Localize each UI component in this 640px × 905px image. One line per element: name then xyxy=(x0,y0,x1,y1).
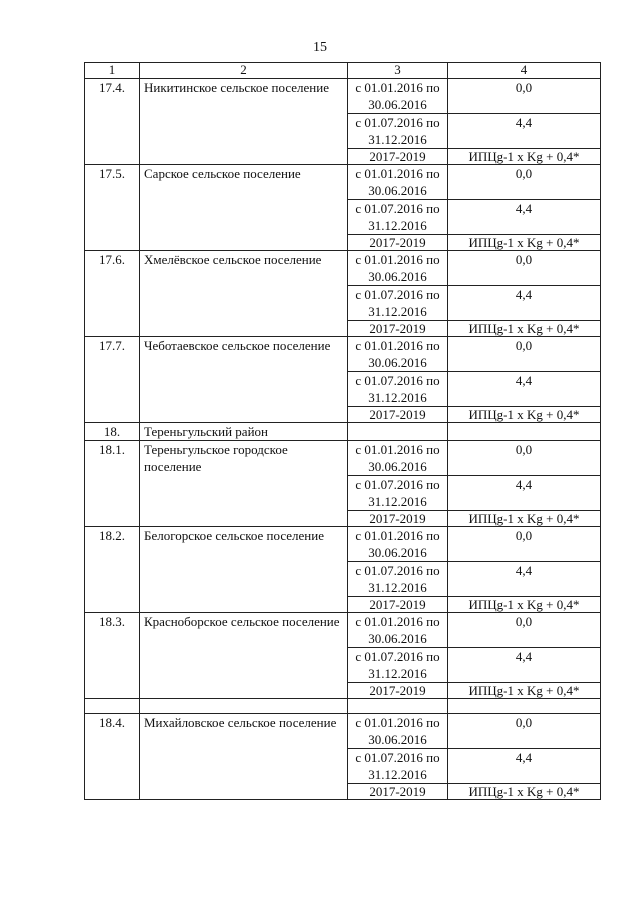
period-cell: с 01.01.2016 по 30.06.2016 xyxy=(348,251,448,286)
table-row xyxy=(85,251,601,286)
period-cell: с 01.07.2016 по 31.12.2016 xyxy=(348,372,448,407)
table-row xyxy=(85,714,601,749)
value-cell: ИПЦg-1 x Kg + 0,4* xyxy=(448,407,601,423)
entry-name: Хмелёвское сельское поселение xyxy=(140,251,348,337)
period-cell: с 01.01.2016 по 30.06.2016 xyxy=(348,337,448,372)
tariff-table xyxy=(84,62,601,800)
table-row xyxy=(85,527,601,562)
table-row xyxy=(85,79,601,114)
entry-name: Михайловское сельское поселение xyxy=(140,714,348,800)
period-cell: 2017-2019 xyxy=(348,235,448,251)
period-cell: с 01.07.2016 по 31.12.2016 xyxy=(348,286,448,321)
entry-number: 18.1. xyxy=(85,441,140,527)
value-cell xyxy=(448,423,601,441)
entry-number: 18.2. xyxy=(85,527,140,613)
period-cell: 2017-2019 xyxy=(348,511,448,527)
empty-cell xyxy=(140,699,348,714)
entry-name: Красноборское сельское поселение xyxy=(140,613,348,699)
value-cell: ИПЦg-1 x Kg + 0,4* xyxy=(448,321,601,337)
period-cell: 2017-2019 xyxy=(348,407,448,423)
column-header: 3 xyxy=(348,63,448,79)
period-cell: 2017-2019 xyxy=(348,784,448,800)
value-cell: 4,4 xyxy=(448,476,601,511)
empty-cell xyxy=(85,699,140,714)
column-header: 2 xyxy=(140,63,348,79)
entry-name: Тереньгульское городское поселение xyxy=(140,441,348,527)
value-cell: ИПЦg-1 x Kg + 0,4* xyxy=(448,235,601,251)
entry-name: Белогорское сельское поселение xyxy=(140,527,348,613)
value-cell: 4,4 xyxy=(448,372,601,407)
empty-cell xyxy=(348,699,448,714)
entry-number: 17.4. xyxy=(85,79,140,165)
period-cell: 2017-2019 xyxy=(348,149,448,165)
period-cell: с 01.07.2016 по 31.12.2016 xyxy=(348,114,448,149)
entry-name: Тереньгульский район xyxy=(140,423,348,441)
value-cell: ИПЦg-1 x Kg + 0,4* xyxy=(448,683,601,699)
period-cell: с 01.07.2016 по 31.12.2016 xyxy=(348,562,448,597)
value-cell: ИПЦg-1 x Kg + 0,4* xyxy=(448,149,601,165)
value-cell: 4,4 xyxy=(448,562,601,597)
table-row xyxy=(85,441,601,476)
entry-number: 18. xyxy=(85,423,140,441)
value-cell: 0,0 xyxy=(448,165,601,200)
column-header-row xyxy=(85,63,601,79)
value-cell: 0,0 xyxy=(448,441,601,476)
period-cell: с 01.01.2016 по 30.06.2016 xyxy=(348,165,448,200)
spacer-row xyxy=(85,699,601,714)
entry-number: 18.3. xyxy=(85,613,140,699)
value-cell: 4,4 xyxy=(448,749,601,784)
value-cell: 0,0 xyxy=(448,337,601,372)
value-cell: 4,4 xyxy=(448,648,601,683)
column-header: 4 xyxy=(448,63,601,79)
period-cell: с 01.07.2016 по 31.12.2016 xyxy=(348,749,448,784)
table-row xyxy=(85,613,601,648)
period-cell: с 01.07.2016 по 31.12.2016 xyxy=(348,200,448,235)
entry-name: Сарское сельское поселение xyxy=(140,165,348,251)
period-cell: с 01.01.2016 по 30.06.2016 xyxy=(348,613,448,648)
column-header: 1 xyxy=(85,63,140,79)
page-number: 15 xyxy=(313,40,327,55)
period-cell: 2017-2019 xyxy=(348,597,448,613)
value-cell: ИПЦg-1 x Kg + 0,4* xyxy=(448,784,601,800)
entry-name: Чеботаевское сельское поселение xyxy=(140,337,348,423)
period-cell: с 01.01.2016 по 30.06.2016 xyxy=(348,714,448,749)
period-cell: с 01.01.2016 по 30.06.2016 xyxy=(348,441,448,476)
value-cell: 4,4 xyxy=(448,114,601,149)
entry-number: 17.6. xyxy=(85,251,140,337)
value-cell: ИПЦg-1 x Kg + 0,4* xyxy=(448,597,601,613)
tariff-table-body xyxy=(85,63,601,800)
value-cell: ИПЦg-1 x Kg + 0,4* xyxy=(448,511,601,527)
table-row xyxy=(85,165,601,200)
value-cell: 4,4 xyxy=(448,286,601,321)
entry-number: 17.5. xyxy=(85,165,140,251)
value-cell: 0,0 xyxy=(448,527,601,562)
empty-cell xyxy=(448,699,601,714)
entry-number: 18.4. xyxy=(85,714,140,800)
entry-number: 17.7. xyxy=(85,337,140,423)
value-cell: 0,0 xyxy=(448,251,601,286)
period-cell: с 01.01.2016 по 30.06.2016 xyxy=(348,527,448,562)
value-cell: 0,0 xyxy=(448,613,601,648)
period-cell: 2017-2019 xyxy=(348,683,448,699)
value-cell: 0,0 xyxy=(448,714,601,749)
value-cell: 4,4 xyxy=(448,200,601,235)
section-row xyxy=(85,423,601,441)
period-cell: с 01.07.2016 по 31.12.2016 xyxy=(348,648,448,683)
period-cell: с 01.01.2016 по 30.06.2016 xyxy=(348,79,448,114)
value-cell: 0,0 xyxy=(448,79,601,114)
entry-name: Никитинское сельское поселение xyxy=(140,79,348,165)
period-cell: 2017-2019 xyxy=(348,321,448,337)
period-cell xyxy=(348,423,448,441)
period-cell: с 01.07.2016 по 31.12.2016 xyxy=(348,476,448,511)
table-row xyxy=(85,337,601,372)
